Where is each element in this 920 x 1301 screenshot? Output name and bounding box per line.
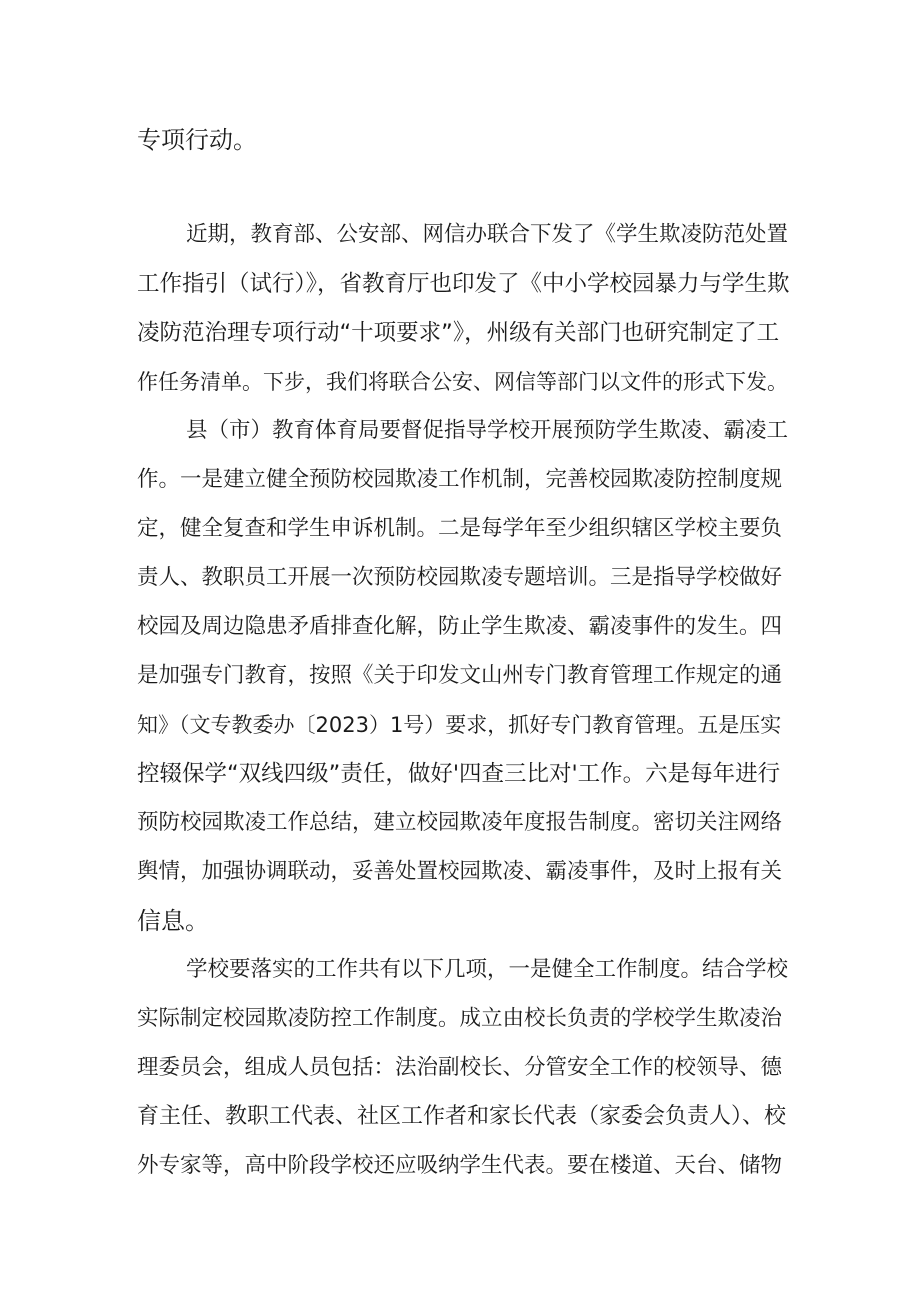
paragraph-1-line-1: 专项行动。 (137, 126, 257, 154)
paragraph-3-line-11: 信息。 (137, 907, 209, 935)
paragraph-3-line-10: 舆情，加强协调联动，妥善处置校园欺凌、霸凌事件，及时上报有关 (137, 859, 783, 884)
paragraph-2-line-4: 作任务清单。下步，我们将联合公安、网信等部门以文件的形式下发。 (137, 370, 788, 394)
paragraph-3-line-1: 县（市）教育体育局要督促指导学校开展预防学生欺凌、霸凌工 (186, 418, 789, 443)
paragraph-2-line-1: 近期，教育部、公安部、网信办联合下发了《学生欺凌防范处置 (186, 222, 789, 247)
paragraph-4-line-4: 育主任、教职工代表、社区工作者和家长代表（家委会负责人）、校 (137, 1104, 787, 1129)
paragraph-3-line-9: 预防校园欺凌工作总结，建立校园欺凌年度报告制度。密切关注网络 (137, 810, 783, 835)
paragraph-3-line-7: 知》（文专教委办〔2023）1号）要求，抓好专门教育管理。五是压实 (137, 713, 782, 737)
paragraph-3-line-5: 校园及周边隐患矛盾排查化解，防止学生欺凌、霸凌事件的发生。四 (137, 614, 783, 639)
paragraph-4-line-5: 外专家等，高中阶段学校还应吸纳学生代表。要在楼道、天台、储物 (137, 1153, 783, 1178)
paragraph-3-line-6: 是加强专门教育，按照《关于印发文山州专门教育管理工作规定的通 (137, 663, 783, 688)
paragraph-2-line-3: 凌防范治理专项行动“十项要求”》，州级有关部门也研究制定了工 (137, 320, 780, 346)
paragraph-4-line-1: 学校要落实的工作共有以下几项，一是健全工作制度。结合学校 (186, 957, 789, 982)
paragraph-3-line-8: 控辍保学“双线四级”责任，做好'四查三比对'工作。六是每年进行 (137, 761, 781, 787)
paragraph-4-line-3: 理委员会，组成人员包括：法治副校长、分管安全工作的校领导、德 (137, 1055, 783, 1080)
paragraph-3-line-2: 作。一是建立健全预防校园欺凌工作机制，完善校园欺凌防控制度规 (137, 467, 783, 492)
paragraph-3-line-3: 定，健全复查和学生申诉机制。二是每学年至少组织辖区学校主要负 (137, 516, 783, 541)
paragraph-2-line-2: 工作指引（试行）》，省教育厅也印发了《中小学校园暴力与学生欺 (137, 271, 790, 297)
paragraph-3-line-4: 责人、教职员工开展一次预防校园欺凌专题培训。三是指导学校做好 (137, 565, 783, 590)
paragraph-4-line-2: 实际制定校园欺凌防控工作制度。成立由校长负责的学校学生欺凌治 (137, 1006, 783, 1031)
